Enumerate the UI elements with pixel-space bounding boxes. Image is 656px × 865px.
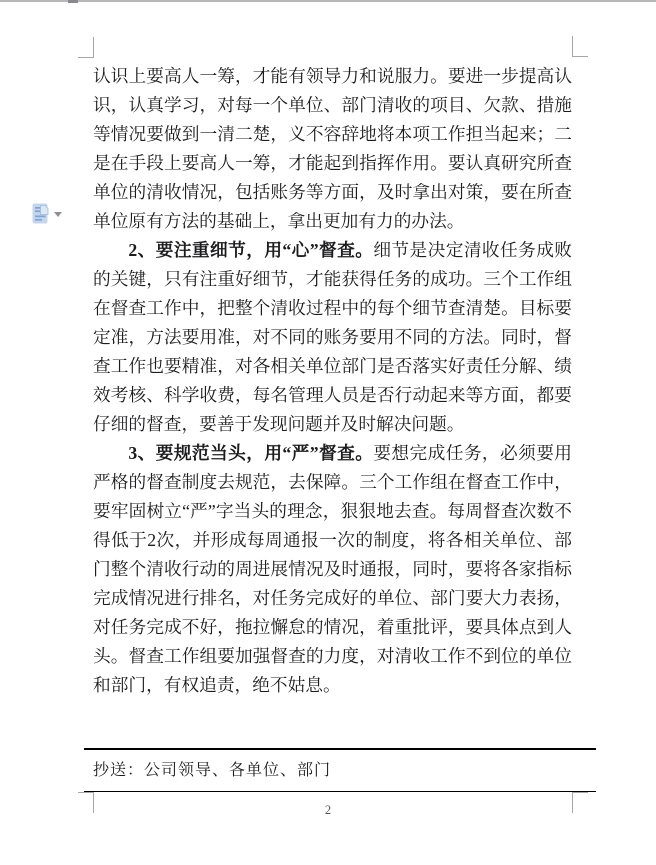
paragraph-text: 要想完成任务，必须要用严格的督查制度去规范，去保障。三个工作组在督查工作中，要牢固树立“严”字当头的理念，狠狠地去查。每周督查次数不得低于2次，并形成每周通报一次的制度，将各相关单位、部门整个清收行动的周进展情况及时通报，同时，要将各家指标完成情况进行排名，对任务完成好的单位、部门要大力表扬，对任务完成不好，拖拉懈怠的情况，着重批评，要具体点到人头。督查工作组要加强督查的力度，对清收工作不到位的单位和部门，有权追责，绝不姑息。: [93, 443, 572, 695]
paragraph-text: 认识上要高人一筹，才能有领导力和说服力。要进一步提高认识，认真学习，对每一个单位、部门清收的项目、欠款、措施等情况要做到一清二楚，义不容辞地将本项工作担当起来；二是在手段上要高人一筹，才能起到指挥作用。要认真研究所查单位的清收情况，包括账务等方面，及时拿出对策，要在所查单位原有方法的基础上，拿出更加有力的办法。: [93, 66, 572, 231]
page-number: 2: [324, 803, 332, 817]
paragraph-heading: 3、要规范当头，用“严”督查。: [128, 443, 374, 463]
document-body: [93, 62, 572, 700]
cc-line: 抄送：公司领导、各单位、部门: [93, 762, 332, 779]
page-top-boundary: [0, 0, 656, 2]
margin-crop-mark-top-left: [78, 37, 94, 58]
paragraph-heading: 2、要注重细节，用“心”督查。: [128, 240, 374, 260]
body-paragraph: [93, 439, 572, 700]
body-paragraph: [93, 62, 572, 236]
paste-options-icon: [32, 202, 49, 230]
margin-crop-mark-top-right: [572, 36, 588, 57]
body-paragraph: [93, 236, 572, 439]
paste-options-button[interactable]: [31, 201, 67, 227]
chevron-down-icon: [54, 212, 62, 217]
paragraph-text: 细节是决定清收任务成败的关键，只有注重好细节，才能获得任务的成功。三个工作组在督查工作中，把整个清收过程中的每个细节查清楚。目标要定准，方法要用准，对不同的账务要用不同的方法。同时，督查工作也要精准，对各相关单位部门是否落实好责任分解、绩效考核、科学收费，每名管理人员是否行动起来等方面，都要仔细的督查，要善于发现问题并及时解决问题。: [93, 240, 572, 434]
cc-block: [84, 748, 596, 792]
page-top-boundary-mark: [68, 0, 78, 3]
